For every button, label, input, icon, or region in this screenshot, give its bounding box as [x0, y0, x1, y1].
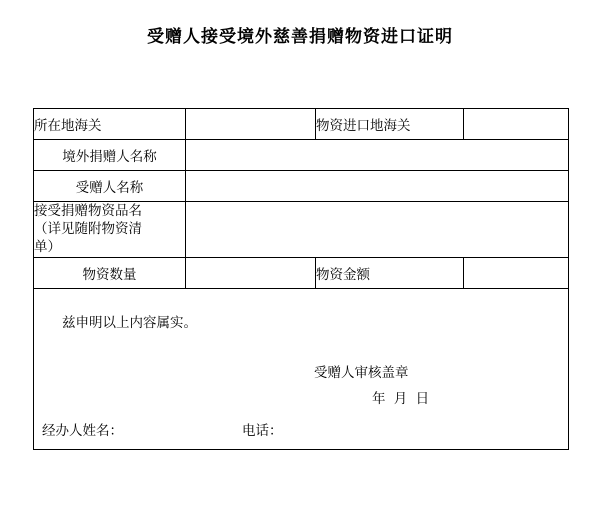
page-title: 受赠人接受境外慈善捐赠物资进口证明	[147, 27, 453, 47]
statement-cell	[34, 288, 569, 449]
import-customs-label: 物资进口地海关	[316, 109, 464, 140]
donor-value[interactable]	[186, 140, 569, 171]
table-row	[34, 257, 569, 288]
table-row	[34, 140, 569, 171]
seal-text: 受赠人审核盖章	[314, 364, 409, 381]
amount-value[interactable]	[464, 257, 569, 288]
donor-label: 境外捐赠人名称	[34, 140, 186, 171]
goods-name-label	[34, 202, 186, 258]
amount-label: 物资金额	[316, 257, 464, 288]
import-customs-value[interactable]	[464, 109, 569, 140]
statement-block	[34, 289, 568, 449]
import-certificate-form	[33, 108, 568, 450]
customs-location-value[interactable]	[186, 109, 316, 140]
declaration-text: 兹申明以上内容属实。	[62, 314, 197, 331]
donee-label: 受赠人名称	[34, 171, 186, 202]
date-line[interactable]: 年 月 日	[372, 390, 432, 407]
form-table	[33, 108, 569, 450]
goods-name-label-line2: （详见随附物资清	[34, 221, 142, 238]
phone-label[interactable]: 电话：	[242, 422, 283, 439]
table-row	[34, 171, 569, 202]
customs-location-label: 所在地海关	[34, 109, 186, 140]
table-row	[34, 288, 569, 449]
table-row	[34, 202, 569, 258]
goods-name-value[interactable]	[186, 202, 569, 258]
quantity-value[interactable]	[186, 257, 316, 288]
table-row	[34, 109, 569, 140]
goods-name-label-line3: 单）	[34, 239, 61, 256]
quantity-label: 物资数量	[34, 257, 186, 288]
operator-name-label[interactable]: 经办人姓名：	[42, 422, 123, 439]
donee-value[interactable]	[186, 171, 569, 202]
goods-name-label-line1: 接受捐赠物资品名	[34, 203, 142, 219]
